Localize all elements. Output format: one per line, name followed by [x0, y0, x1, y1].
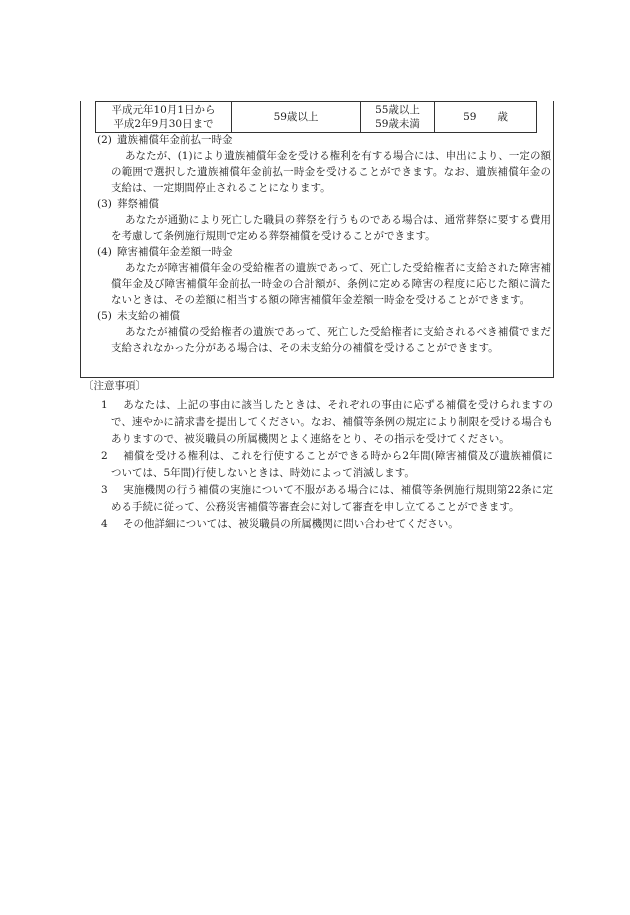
section-number: (2) — [97, 134, 112, 146]
benefit-sections — [83, 132, 551, 356]
note-text: 実施機関の行う補償の実施について不服がある場合には、補償等条例施行規則第22条に定める手続に従って、公務災害補償等審査会に対して審査を申し立てることができます。 — [111, 484, 553, 513]
age-b-line-2: 59歳未満 — [375, 118, 420, 130]
age-b-line-1: 55歳以上 — [375, 104, 420, 116]
section-number: (5) — [97, 310, 112, 322]
section-heading — [83, 132, 551, 148]
period-line-1: 平成元年10月1日から — [111, 104, 216, 116]
age-table — [95, 101, 537, 133]
notes-title: 〔注意事項〕 — [83, 380, 146, 392]
note-number: 1 — [101, 399, 108, 411]
section-number: (3) — [97, 198, 112, 210]
result-age-cell: 59 歳 — [435, 102, 537, 133]
section-body: あなたが、(1)により遺族補償年金を受ける権利を有する場合には、申出により、一定の額の範囲で選択した遺族補償年金前払一時金を受けることができます。なお、遺族補償年金の支給は、一定期間停止されることになります。 — [111, 150, 551, 194]
section-heading — [83, 244, 551, 260]
section-body: あなたが障害補償年金の受給権者の遺族であって、死亡した受給権者に支給された障害補償年金及び障害補償年金前払一時金の合計額が、条例に定める障害の程度に応じた額に満たないときは、その差額に相当する額の障害補償年金差額一時金を受けることができます。 — [111, 262, 551, 306]
note-item — [83, 448, 553, 482]
note-item — [83, 516, 553, 533]
section-5 — [83, 308, 551, 356]
note-number: 3 — [101, 484, 108, 496]
section-title: 遺族補償年金前払一時金 — [117, 134, 233, 146]
section-heading — [83, 308, 551, 324]
section-body: あなたが補償の受給権者の遺族であって、死亡した受給権者に支給されるべき補償でまだ支給されなかった分がある場合は、その未支給分の補償を受けることができます。 — [111, 326, 551, 354]
section-heading — [83, 196, 551, 212]
note-number: 4 — [101, 518, 108, 530]
section-title: 未支給の補償 — [117, 310, 180, 322]
age-a-cell: 59歳以上 — [232, 102, 361, 133]
section-title: 葬祭補償 — [117, 198, 159, 210]
note-item — [83, 482, 553, 516]
note-text: その他詳細については、被災職員の所属機関に問い合わせてください。 — [123, 518, 459, 530]
note-number: 2 — [101, 450, 108, 462]
section-4 — [83, 244, 551, 308]
note-text: 補償を受ける権利は、これを行使することができる時から2年間(障害補償及び遺族補償については、5年間)行使しないときは、時効によって消滅します。 — [111, 450, 553, 479]
section-2 — [83, 132, 551, 196]
section-number: (4) — [97, 246, 112, 258]
section-3 — [83, 196, 551, 244]
notes-section — [83, 378, 553, 533]
table-row — [96, 102, 537, 133]
period-line-2: 平成2年9月30日まで — [113, 118, 214, 130]
period-cell — [96, 102, 232, 133]
section-title: 障害補償年金差額一時金 — [117, 246, 233, 258]
note-item — [83, 397, 553, 448]
age-b-cell — [361, 102, 435, 133]
note-text: あなたは、上記の事由に該当したときは、それぞれの事由に応ずる補償を受けられますので、速やかに請求書を提出してください。なお、補償等条例の規定により制限を受ける場合もありますので、被災職員の所属機関とよく連絡をとり、その指示を受けてください。 — [111, 399, 553, 445]
section-body: あなたが通勤により死亡した職員の葬祭を行うものである場合は、通常葬祭に要する費用を考慮して条例施行規則で定める葬祭補償を受けることができます。 — [111, 214, 551, 242]
